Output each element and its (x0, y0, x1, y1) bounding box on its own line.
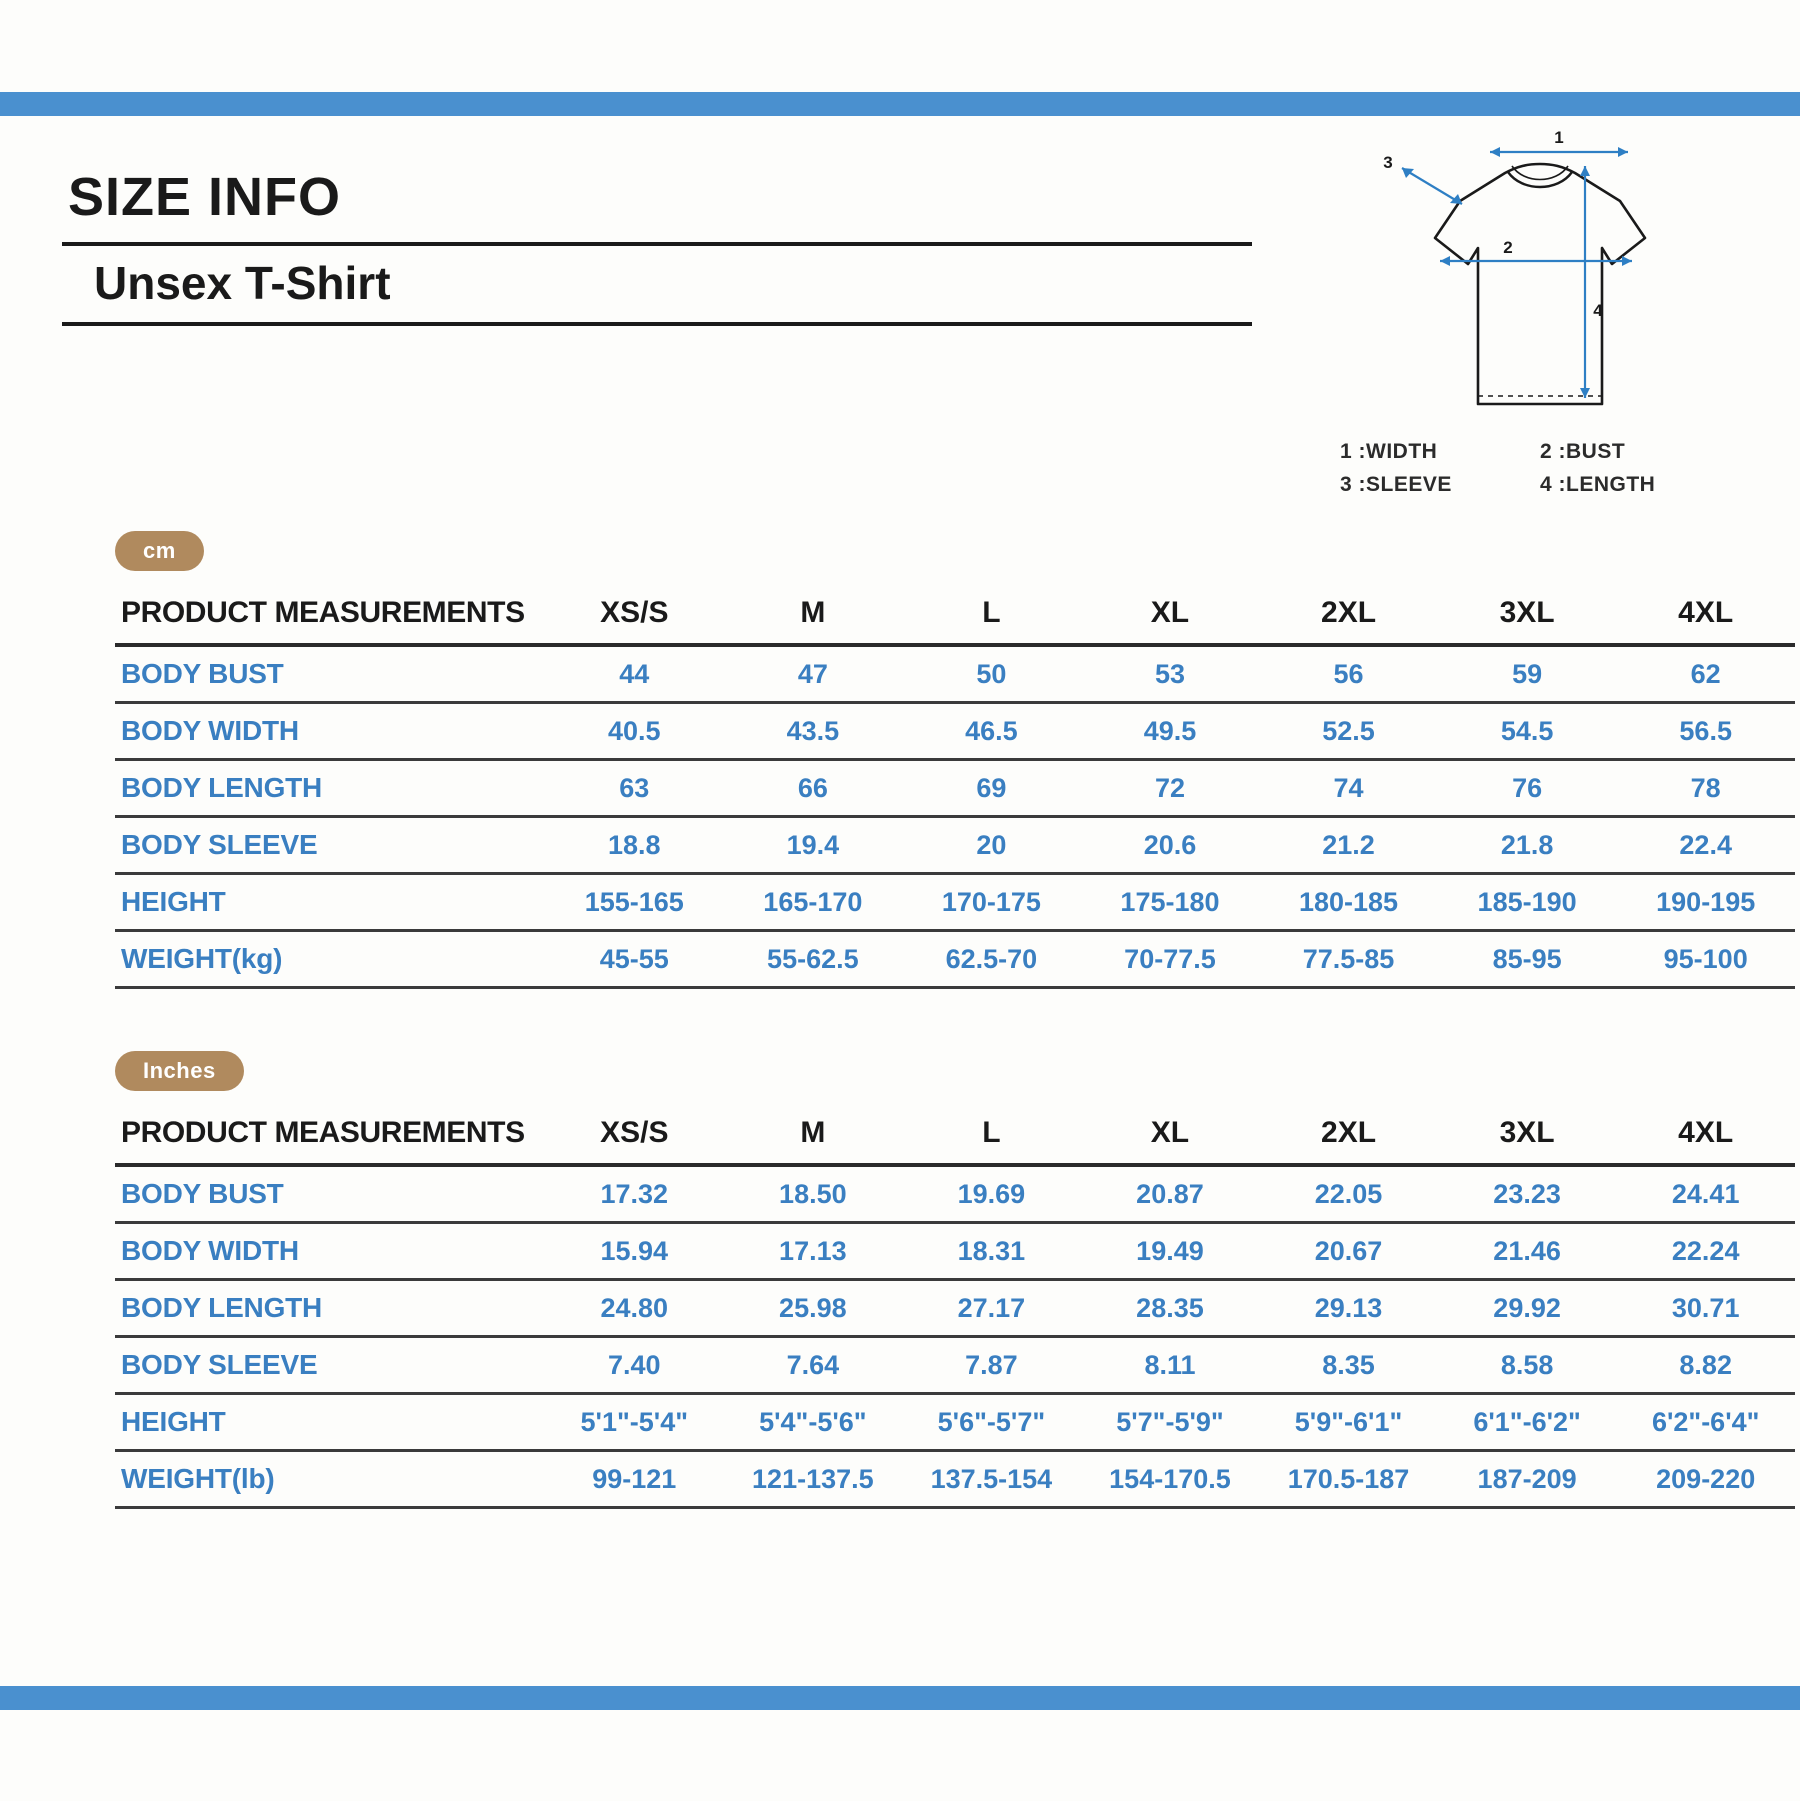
cell-value: 72 (1081, 760, 1260, 817)
cell-value: 6'1"-6'2" (1438, 1394, 1617, 1451)
legend-item-length: 4 :LENGTH (1540, 472, 1656, 496)
cell-value: 74 (1259, 760, 1438, 817)
cell-value: 44 (545, 645, 724, 703)
col-header-xss: XS/S (545, 585, 724, 645)
cell-value: 99-121 (545, 1451, 724, 1508)
cell-value: 155-165 (545, 874, 724, 931)
tshirt-diagram (1340, 126, 1740, 486)
table-row (115, 760, 1795, 817)
cell-value: 77.5-85 (1259, 931, 1438, 988)
cell-value: 66 (724, 760, 903, 817)
table-row (115, 645, 1795, 703)
unit-badge-cm-wrap (115, 531, 1740, 571)
cell-value: 18.50 (724, 1165, 903, 1223)
cell-value: 22.24 (1616, 1223, 1795, 1280)
cell-value: 95-100 (1616, 931, 1795, 988)
col-header-3xl: 3XL (1438, 585, 1617, 645)
cell-value: 18.8 (545, 817, 724, 874)
cell-value: 53 (1081, 645, 1260, 703)
legend-item-sleeve: 3 :SLEEVE (1340, 472, 1452, 496)
cell-value: 154-170.5 (1081, 1451, 1260, 1508)
table-row (115, 874, 1795, 931)
cell-value: 62.5-70 (902, 931, 1081, 988)
cell-value: 7.40 (545, 1337, 724, 1394)
table-row (115, 817, 1795, 874)
cell-value: 27.17 (902, 1280, 1081, 1337)
cell-value: 121-137.5 (724, 1451, 903, 1508)
cell-value: 29.92 (1438, 1280, 1617, 1337)
cell-value: 47 (724, 645, 903, 703)
col-header-m: M (724, 1105, 903, 1165)
cell-value: 18.31 (902, 1223, 1081, 1280)
cell-value: 7.64 (724, 1337, 903, 1394)
cell-value: 62 (1616, 645, 1795, 703)
cell-value: 24.80 (545, 1280, 724, 1337)
table-row (115, 703, 1795, 760)
row-label: BODY WIDTH (115, 1223, 545, 1280)
cell-value: 19.49 (1081, 1223, 1260, 1280)
legend-item-bust: 2 :BUST (1540, 440, 1626, 463)
cell-value: 59 (1438, 645, 1617, 703)
cell-value: 170.5-187 (1259, 1451, 1438, 1508)
cell-value: 69 (902, 760, 1081, 817)
cell-value: 70-77.5 (1081, 931, 1260, 988)
table-row (115, 1451, 1795, 1508)
cell-value: 8.35 (1259, 1337, 1438, 1394)
cell-value: 50 (902, 645, 1081, 703)
cell-value: 56.5 (1616, 703, 1795, 760)
header-block (62, 166, 1262, 326)
cell-value: 6'2"-6'4" (1616, 1394, 1795, 1451)
table-row (115, 1394, 1795, 1451)
cell-value: 78 (1616, 760, 1795, 817)
cell-value: 190-195 (1616, 874, 1795, 931)
title-divider-bottom (62, 322, 1252, 326)
cell-value: 5'1"-5'4" (545, 1394, 724, 1451)
unit-badge-inches: Inches (115, 1051, 244, 1091)
row-label: BODY LENGTH (115, 760, 545, 817)
cell-value: 185-190 (1438, 874, 1617, 931)
cell-value: 85-95 (1438, 931, 1617, 988)
cell-value: 54.5 (1438, 703, 1617, 760)
cell-value: 8.82 (1616, 1337, 1795, 1394)
col-header-4xl: 4XL (1616, 585, 1795, 645)
cell-value: 20 (902, 817, 1081, 874)
cell-value: 22.05 (1259, 1165, 1438, 1223)
cell-value: 209-220 (1616, 1451, 1795, 1508)
table-header-row (115, 1105, 1795, 1165)
marker-1-label: 1 (1554, 128, 1564, 147)
cell-value: 52.5 (1259, 703, 1438, 760)
row-label: BODY SLEEVE (115, 817, 545, 874)
cell-value: 24.41 (1616, 1165, 1795, 1223)
col-header-xl: XL (1081, 585, 1260, 645)
cell-value: 23.23 (1438, 1165, 1617, 1223)
size-table-inches (115, 1105, 1795, 1509)
marker-4-label: 4 (1593, 301, 1603, 320)
col-header-3xl: 3XL (1438, 1105, 1617, 1165)
cell-value: 40.5 (545, 703, 724, 760)
cell-value: 165-170 (724, 874, 903, 931)
cell-value: 5'9"-6'1" (1259, 1394, 1438, 1451)
table-header-row (115, 585, 1795, 645)
col-header-2xl: 2XL (1259, 1105, 1438, 1165)
cell-value: 19.4 (724, 817, 903, 874)
cell-value: 46.5 (902, 703, 1081, 760)
row-label: WEIGHT(kg) (115, 931, 545, 988)
cell-value: 5'6"-5'7" (902, 1394, 1081, 1451)
cell-value: 21.46 (1438, 1223, 1617, 1280)
col-header-l: L (902, 585, 1081, 645)
col-header-m: M (724, 585, 903, 645)
row-label: BODY BUST (115, 645, 545, 703)
cell-value: 175-180 (1081, 874, 1260, 931)
col-header-4xl: 4XL (1616, 1105, 1795, 1165)
cell-value: 19.69 (902, 1165, 1081, 1223)
bottom-accent-bar (0, 1686, 1800, 1710)
col-header-xl: XL (1081, 1105, 1260, 1165)
cell-value: 30.71 (1616, 1280, 1795, 1337)
cell-value: 5'7"-5'9" (1081, 1394, 1260, 1451)
size-table-cm (115, 585, 1795, 989)
col-header-2xl: 2XL (1259, 585, 1438, 645)
row-label: HEIGHT (115, 1394, 545, 1451)
cell-value: 17.32 (545, 1165, 724, 1223)
cell-value: 15.94 (545, 1223, 724, 1280)
col-header-l: L (902, 1105, 1081, 1165)
table-row (115, 1280, 1795, 1337)
cell-value: 20.67 (1259, 1223, 1438, 1280)
cell-value: 43.5 (724, 703, 903, 760)
cell-value: 21.2 (1259, 817, 1438, 874)
cell-value: 28.35 (1081, 1280, 1260, 1337)
cell-value: 137.5-154 (902, 1451, 1081, 1508)
marker-2-label: 2 (1503, 238, 1513, 257)
top-accent-bar (0, 92, 1800, 116)
cell-value: 17.13 (724, 1223, 903, 1280)
document-content (0, 116, 1800, 1686)
cell-value: 20.6 (1081, 817, 1260, 874)
diagram-legend (1340, 436, 1740, 501)
cell-value: 76 (1438, 760, 1617, 817)
col-header-measurements: PRODUCT MEASUREMENTS (115, 585, 545, 645)
table-row (115, 1337, 1795, 1394)
cell-value: 56 (1259, 645, 1438, 703)
table-row (115, 1223, 1795, 1280)
marker-3-label: 3 (1383, 153, 1393, 172)
cell-value: 63 (545, 760, 724, 817)
cell-value: 55-62.5 (724, 931, 903, 988)
legend-item-width: 1 :WIDTH (1340, 440, 1438, 463)
cell-value: 22.4 (1616, 817, 1795, 874)
col-header-measurements: PRODUCT MEASUREMENTS (115, 1105, 545, 1165)
cell-value: 8.11 (1081, 1337, 1260, 1394)
col-header-xss: XS/S (545, 1105, 724, 1165)
cell-value: 7.87 (902, 1337, 1081, 1394)
unit-badge-cm: cm (115, 531, 204, 571)
table-row (115, 931, 1795, 988)
cell-value: 25.98 (724, 1280, 903, 1337)
row-label: BODY SLEEVE (115, 1337, 545, 1394)
cell-value: 5'4"-5'6" (724, 1394, 903, 1451)
row-label: WEIGHT(lb) (115, 1451, 545, 1508)
table-row (115, 1165, 1795, 1223)
cell-value: 21.8 (1438, 817, 1617, 874)
row-label: BODY LENGTH (115, 1280, 545, 1337)
page-title: SIZE INFO (68, 167, 342, 227)
cell-value: 180-185 (1259, 874, 1438, 931)
cell-value: 20.87 (1081, 1165, 1260, 1223)
page-subtitle: Unsex T-Shirt (94, 257, 391, 309)
row-label: BODY WIDTH (115, 703, 545, 760)
row-label: BODY BUST (115, 1165, 545, 1223)
cell-value: 45-55 (545, 931, 724, 988)
unit-badge-inches-wrap (115, 1051, 1740, 1091)
cell-value: 170-175 (902, 874, 1081, 931)
cell-value: 29.13 (1259, 1280, 1438, 1337)
cell-value: 187-209 (1438, 1451, 1617, 1508)
row-label: HEIGHT (115, 874, 545, 931)
cell-value: 8.58 (1438, 1337, 1617, 1394)
cell-value: 49.5 (1081, 703, 1260, 760)
